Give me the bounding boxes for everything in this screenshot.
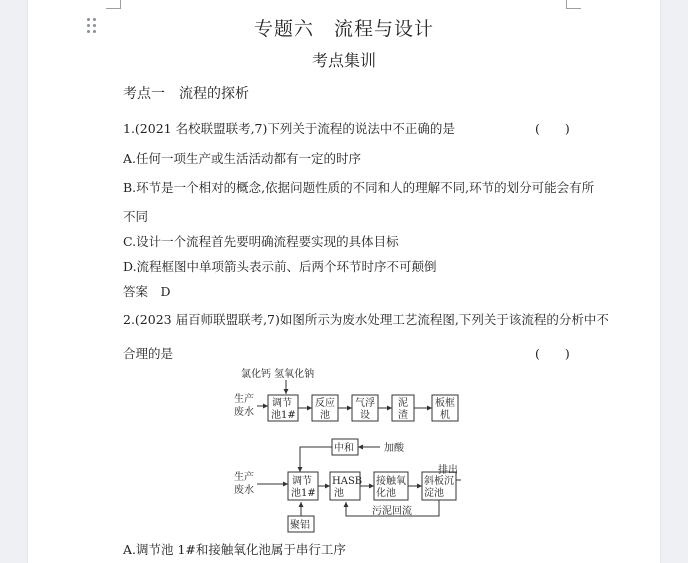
- top-box-flotation-line1: 气浮: [355, 398, 375, 409]
- q2-option-a: A.调节池 1#和接触氧化池属于串行工序: [123, 542, 346, 557]
- wastewater-flow-diagram: [228, 362, 468, 537]
- q1-option-a: A.任何一项生产或生活活动都有一定的时序: [123, 151, 362, 166]
- document-page: [28, 0, 660, 563]
- q2-stem-line1: 2.(2023 届百师联盟联考,7)如图所示为废水处理工艺流程图,下列关于该流程的分析中不: [123, 312, 609, 327]
- top-input-chemicals: 氯化钙 氢氧化钠: [241, 369, 315, 380]
- bottom-box-regulating-tank-line1: 调节: [292, 476, 312, 487]
- bottom-box-sedimentation-line2: 淀池: [424, 488, 444, 499]
- top-box-flotation-line2: 设: [360, 410, 370, 421]
- page-subtitle: 考点集训: [311, 51, 376, 70]
- q1-answer: 答案 D: [123, 284, 171, 299]
- top-box-reaction-tank-line2: 池: [320, 410, 330, 421]
- q2-answer-bracket: ( ): [535, 346, 570, 361]
- q1-answer-bracket: ( ): [535, 121, 570, 136]
- top-box-reaction-tank-line1: 反应: [315, 398, 335, 409]
- q1-option-d: D.流程框图中单项箭头表示前、后两个环节时序不可颠倒: [123, 259, 437, 274]
- page-corner-mark-left: [106, 0, 121, 9]
- page-title: 专题六 流程与设计: [253, 18, 434, 40]
- top-box-sludge-line2: 渣: [398, 410, 408, 421]
- top-box-regulating-tank-line2: 池1#: [271, 410, 296, 421]
- bottom-box-regulating-tank-line2: 池1#: [291, 488, 316, 499]
- q2-stem-line2: 合理的是: [123, 346, 174, 361]
- q1-option-c: C.设计一个流程首先要明确流程要实现的具体目标: [123, 234, 399, 249]
- top-source-line1: 生产: [234, 394, 254, 405]
- q1-option-b-line2: 不同: [123, 209, 149, 224]
- section-heading: 考点一 流程的探析: [123, 86, 249, 102]
- q1-stem: 1.(2021 名校联盟联考,7)下列关于流程的说法中不正确的是: [123, 121, 455, 136]
- bottom-box-hasb-tank-line1: HASB: [332, 476, 363, 487]
- top-source-line2: 废水: [234, 407, 254, 418]
- bottom-box-hasb-tank-line2: 池: [334, 488, 344, 499]
- bottom-source-line2: 废水: [234, 485, 254, 496]
- neutralize-return-arrow: [300, 447, 332, 472]
- top-box-sludge-line1: 泥: [398, 398, 408, 409]
- bottom-box-coagulant-label: 聚铝: [290, 520, 310, 531]
- q1-option-b-line1: B.环节是一个相对的概念,依据问题性质的不同和人的理解不同,环节的划分可能会有所: [123, 180, 595, 195]
- output-label: 排出: [438, 465, 458, 476]
- top-box-regulating-tank-line1: 调节: [272, 398, 292, 409]
- acid-label: 加酸: [384, 443, 404, 454]
- bottom-box-contact-oxidation-line1: 接触氧: [376, 476, 406, 487]
- bottom-box-sedimentation-line1: 斜板沉: [424, 476, 454, 487]
- bottom-box-contact-oxidation-line2: 化池: [376, 488, 396, 499]
- page-corner-mark-right: [566, 0, 581, 9]
- top-box-filter-press-line1: 板框: [435, 398, 455, 409]
- bottom-box-neutralize-label: 中和: [334, 443, 354, 454]
- bottom-source-line1: 生产: [234, 472, 254, 483]
- top-box-filter-press-line2: 机: [440, 410, 450, 421]
- sludge-return-label: 污泥回流: [372, 506, 412, 517]
